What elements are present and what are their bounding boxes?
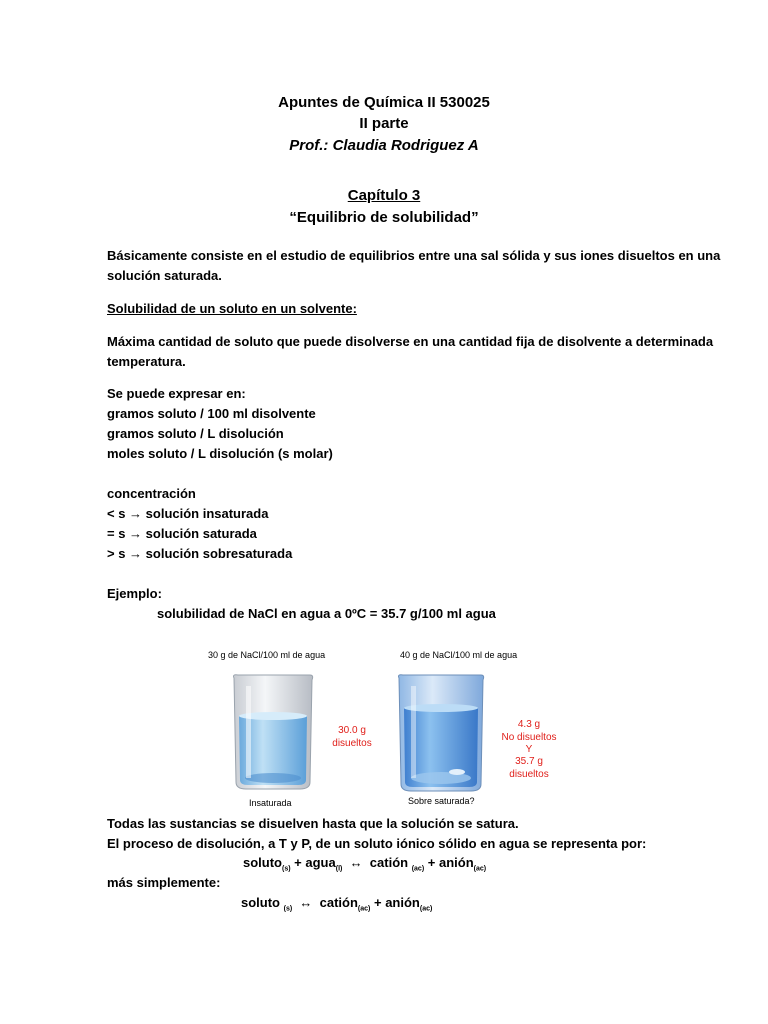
eq1-cation-state: (ac) xyxy=(411,865,425,873)
eq2-cation: catión xyxy=(319,895,358,910)
eq2-solute-state: (s) xyxy=(283,905,293,913)
chapter-number: Capítulo 3 xyxy=(347,187,421,204)
solubility-def-1: Máxima cantidad de soluto que puede disolverse en una cantidad fija de disolvente a determinada xyxy=(107,334,714,349)
beaker-1-note-dissolved: disueltos xyxy=(332,738,372,749)
beaker-1-top-label: 30 g de NaCl/100 ml de agua xyxy=(208,650,326,660)
eq2-anion: + anión xyxy=(370,895,420,910)
express-intro: Se puede expresar en: xyxy=(107,386,246,401)
beaker-2-note-dissolved-amount: 35.7 g xyxy=(515,756,543,767)
eq1-solute-state: (s) xyxy=(282,865,291,873)
eq2-anion-state: (ac) xyxy=(419,905,433,913)
beaker-insaturada-image xyxy=(230,672,316,792)
beaker-2-note-and: Y xyxy=(525,744,533,755)
solubility-def-2: temperatura. xyxy=(107,354,186,369)
simpler-label: más simplemente: xyxy=(107,875,221,890)
eq1-water: + agua xyxy=(290,855,336,870)
document-title: Apuntes de Química II 530025 xyxy=(278,94,490,111)
concentration-item: > s → solución sobresaturada xyxy=(107,546,293,561)
dissolution-equation-1 xyxy=(243,853,486,880)
express-item: gramos soluto / L disolución xyxy=(107,426,284,441)
eq1-arrow: ↔ xyxy=(342,855,370,870)
beaker-2-top-label: 40 g de NaCl/100 ml de agua xyxy=(400,650,518,660)
beaker-1-note-amount: 30.0 g xyxy=(338,725,366,736)
chapter-title: “Equilibrio de solubilidad” xyxy=(289,209,479,226)
example-heading: Ejemplo: xyxy=(107,586,162,601)
document-part: II parte xyxy=(359,115,409,132)
eq1-cation: catión xyxy=(369,855,412,870)
express-item: moles soluto / L disolución (s molar) xyxy=(107,446,333,461)
beaker-2-note-dissolved: disueltos xyxy=(509,769,549,780)
beaker-2-bottom-label: Sobre saturada? xyxy=(408,796,475,806)
beaker-sobresaturada-image xyxy=(395,672,487,794)
dissolution-equation-2 xyxy=(241,893,432,920)
process-line-2: El proceso de disolución, a T y P, de un soluto iónico sólido en agua se representa por: xyxy=(107,836,647,851)
eq1-solute: soluto xyxy=(243,855,282,870)
concentration-item: = s → solución saturada xyxy=(107,526,257,541)
concentration-heading: concentración xyxy=(107,486,196,501)
process-line-1: Todas las sustancias se disuelven hasta que la solución se satura. xyxy=(107,816,519,831)
eq2-cation-state: (ac) xyxy=(357,905,371,913)
beaker-2-note-undissolved: No disueltos xyxy=(501,732,557,743)
eq2-solute: soluto xyxy=(241,895,284,910)
express-item: gramos soluto / 100 ml disolvente xyxy=(107,406,316,421)
beaker-2-note-undissolved-amount: 4.3 g xyxy=(517,719,541,730)
eq2-arrow: ↔ xyxy=(292,895,320,910)
eq1-anion-state: (ac) xyxy=(473,865,487,873)
example-solubility-line: solubilidad de NaCl en agua a 0ºC = 35.7 g/100 ml agua xyxy=(157,606,496,621)
concentration-item: < s → solución insaturada xyxy=(107,506,269,521)
professor-name: Prof.: Claudia Rodriguez A xyxy=(289,137,479,154)
intro-line-1: Básicamente consiste en el estudio de equilibrios entre una sal sólida y sus iones disueltos en una xyxy=(107,248,721,263)
beaker-1-bottom-label: Insaturada xyxy=(249,798,292,808)
solubility-heading: Solubilidad de un soluto en un solvente: xyxy=(107,301,357,316)
eq1-anion: + anión xyxy=(424,855,474,870)
eq1-water-state: (l) xyxy=(335,865,343,873)
intro-line-2: solución saturada. xyxy=(107,268,222,283)
